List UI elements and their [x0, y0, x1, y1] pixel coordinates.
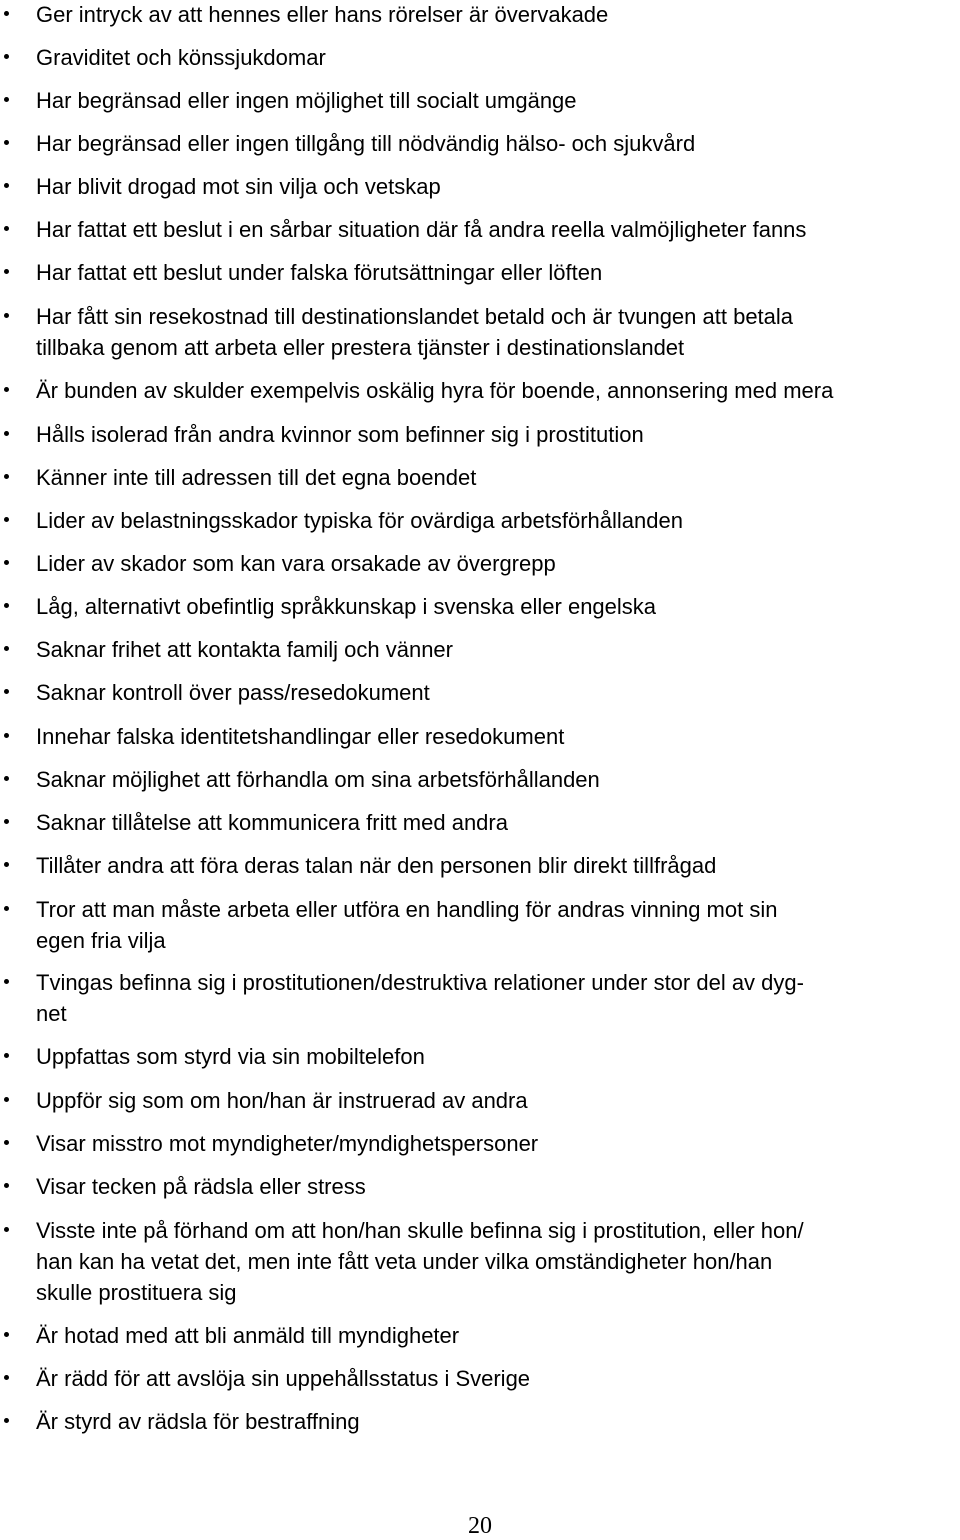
list-item-text: Graviditet och könssjukdomar: [36, 45, 326, 70]
list-item-text: Är bunden av skulder exempelvis oskälig hyra för boende, annonsering med mera: [36, 378, 834, 403]
bullet-icon: [4, 1375, 9, 1380]
list-item-text: han kan ha vetat det, men inte fått veta under vilka omständigheter hon/han: [36, 1249, 773, 1274]
list-item-text: Visar tecken på rädsla eller stress: [36, 1174, 366, 1199]
list-item-text: Ger intryck av att hennes eller hans rörelser är övervakade: [36, 2, 609, 27]
list-item-text: egen fria vilja: [36, 928, 166, 953]
bullet-icon: [4, 140, 9, 145]
list-item-text: Tillåter andra att föra deras talan när den personen blir direkt tillfrågad: [36, 853, 717, 878]
list-item-text: skulle prostituera sig: [36, 1280, 237, 1305]
bullet-icon: [4, 1227, 9, 1232]
list-item-text: Lider av belastningsskador typiska för ovärdiga arbetsförhållanden: [36, 508, 683, 533]
bullet-icon: [4, 517, 9, 522]
list-item-text: Tvingas befinna sig i prostitutionen/destruktiva relationer under stor del av dyg-: [36, 970, 804, 995]
bullet-icon: [4, 11, 9, 16]
bullet-icon: [4, 689, 9, 694]
list-item-text: Är styrd av rädsla för bestraffning: [36, 1409, 360, 1434]
bullet-icon: [4, 1418, 9, 1423]
bullet-icon: [4, 603, 9, 608]
list-item-text: Har fått sin resekostnad till destinationslandet betald och är tvungen att betala: [36, 304, 794, 329]
list-item-text: Känner inte till adressen till det egna boendet: [36, 465, 477, 490]
list-item-text: Hålls isolerad från andra kvinnor som befinner sig i prostitution: [36, 422, 644, 447]
bullet-icon: [4, 1097, 9, 1102]
list-item-text: Uppför sig som om hon/han är instruerad av andra: [36, 1088, 528, 1113]
page-number: 20: [468, 1513, 492, 1539]
list-item-text: Har fattat ett beslut under falska förutsättningar eller löften: [36, 260, 603, 285]
bullet-icon: [4, 646, 9, 651]
list-item-text: Har fattat ett beslut i en sårbar situation där få andra reella valmöjligheter fanns: [36, 217, 807, 242]
bullet-icon: [4, 183, 9, 188]
list-item-text: Saknar tillåtelse att kommunicera fritt med andra: [36, 810, 508, 835]
list-item-text: Har begränsad eller ingen tillgång till nödvändig hälso- och sjukvård: [36, 131, 696, 156]
bullet-icon: [4, 269, 9, 274]
list-item-text: Har blivit drogad mot sin vilja och vetskap: [36, 174, 441, 199]
bullet-icon: [4, 431, 9, 436]
list-item-text: Saknar frihet att kontakta familj och vänner: [36, 637, 453, 662]
bullet-icon: [4, 474, 9, 479]
list-item-text: Är hotad med att bli anmäld till myndigheter: [36, 1323, 460, 1348]
bullet-icon: [4, 1332, 9, 1337]
bullet-icon: [4, 560, 9, 565]
list-item-text: Är rädd för att avslöja sin uppehållsstatus i Sverige: [36, 1366, 531, 1391]
bullet-icon: [4, 819, 9, 824]
list-item-text: Saknar kontroll över pass/resedokument: [36, 680, 430, 705]
list-item-text: Uppfattas som styrd via sin mobiltelefon: [36, 1044, 425, 1069]
bullet-icon: [4, 226, 9, 231]
list-item-text: Visar misstro mot myndigheter/myndighetspersoner: [36, 1131, 539, 1156]
list-item-text: Innehar falska identitetshandlingar eller resedokument: [36, 724, 565, 749]
list-item-text: tillbaka genom att arbeta eller prestera tjänster i destinationslandet: [36, 335, 685, 360]
bullet-icon: [4, 733, 9, 738]
bullet-icon: [4, 979, 9, 984]
list-item-text: Lider av skador som kan vara orsakade av övergrepp: [36, 551, 556, 576]
list-item-text: Låg, alternativt obefintlig språkkunskap i svenska eller engelska: [36, 594, 657, 619]
bullet-icon: [4, 387, 9, 392]
bullet-icon: [4, 1140, 9, 1145]
bullet-icon: [4, 776, 9, 781]
list-item-text: Har begränsad eller ingen möjlighet till socialt umgänge: [36, 88, 577, 113]
bullet-icon: [4, 1053, 9, 1058]
bullet-icon: [4, 862, 9, 867]
list-item-text: Saknar möjlighet att förhandla om sina arbetsförhållanden: [36, 767, 600, 792]
bullet-icon: [4, 97, 9, 102]
bullet-icon: [4, 906, 9, 911]
bullet-icon: [4, 313, 9, 318]
list-item-text: Tror att man måste arbeta eller utföra en handling för andras vinning mot sin: [36, 897, 778, 922]
bullet-icon: [4, 1183, 9, 1188]
list-item-text: net: [36, 1001, 67, 1026]
bullet-icon: [4, 54, 9, 59]
list-item-text: Visste inte på förhand om att hon/han skulle befinna sig i prostitution, eller hon/: [36, 1218, 804, 1243]
